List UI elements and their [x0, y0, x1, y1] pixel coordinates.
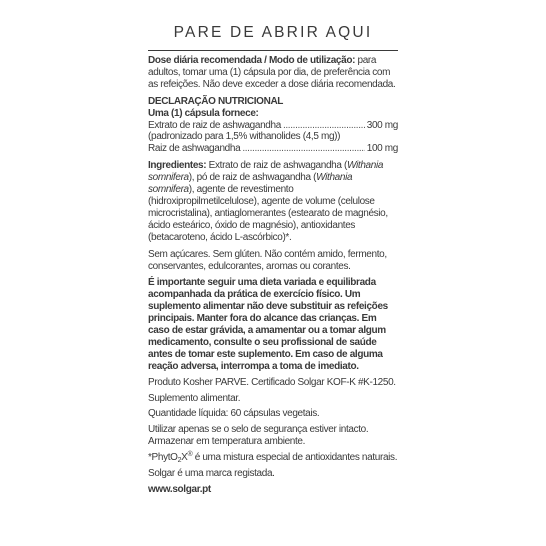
free-from-paragraph: Sem açúcares. Sem glúten. Não contém amido, fermento, conservantes, edulcorantes, aromas ou corantes. — [148, 248, 387, 272]
quantity-text: Quantidade líquida: 60 cápsulas vegetais. — [148, 408, 320, 420]
ingredients-text: Extrato de raiz de ashwagandha ( — [206, 160, 348, 172]
trademark-text: Solgar é uma marca registada. — [148, 468, 275, 480]
nutrient-name: Raiz de ashwagandha — [148, 143, 241, 155]
dose-text: para adultos, tomar uma (1) cápsula por dia, de preferência com as refeições. Não deve exceder a dose diária recomendada. — [148, 55, 396, 90]
warning-paragraph: É importante seguir uma dieta variada e equilibrada acompanhada da prática de exercício físico. Um suplemento alimentar não deve substituir as refeições principais. Manter fora do alcance das crianças. Em caso de estar grávida, a amamentar ou a tomar algum medicamento, consulte o seu profissional de saúde antes de tomar este suplemento. Em caso de alguma reação adversa, interrompa a toma de imediato. — [148, 277, 388, 372]
dot-leader — [242, 143, 364, 155]
nutrient-quantity: 300 mg — [366, 119, 398, 131]
nutrition-heading: DECLARAÇÃO NUTRICIONAL — [148, 95, 284, 107]
phyt-text: *PhytO — [148, 452, 178, 464]
stop-opening-here-text: PARE DE ABRIR AQUI — [173, 24, 373, 41]
phyt-text: X — [181, 452, 188, 464]
phyt-text: é uma mistura especial de antioxidantes naturais. — [192, 452, 398, 464]
dose-paragraph — [148, 55, 398, 91]
nutrition-row — [148, 143, 398, 155]
supplement-text: Suplemento alimentar. — [148, 392, 241, 404]
website-url: www.solgar.pt — [148, 484, 211, 495]
ingredients-text: ), pó de raiz de ashwagandha ( — [188, 172, 317, 184]
seal-text: Utilizar apenas se o selo de segurança estiver intacto. — [148, 424, 369, 436]
nutrient-note: (padronizado para 1,5% withanolides (4,5 mg)) — [148, 131, 341, 143]
phyt-footnote — [148, 452, 398, 464]
ingredients-label: Ingredientes: — [148, 160, 207, 172]
product-label — [148, 20, 398, 496]
nutrition-subheading: Uma (1) cápsula fornece: — [148, 107, 259, 119]
latin-name: Withania somnifera — [148, 172, 353, 196]
latin-name: Withania somnifera — [148, 160, 384, 184]
nutrition-row — [148, 120, 398, 132]
nutrient-name: Extrato de raiz de ashwagandha — [148, 119, 281, 131]
nutrient-quantity: 100 mg — [366, 143, 398, 155]
ingredients-paragraph — [148, 160, 398, 243]
dose-label: Dose diária recomendada / Modo de utilização: — [148, 55, 356, 66]
top-divider — [148, 50, 398, 51]
storage-text: Armazenar em temperatura ambiente. — [148, 436, 306, 448]
dot-leader — [283, 120, 365, 132]
phyt-subscript: 2 — [177, 457, 182, 465]
ingredients-text: ), agente de revestimento (hidroxipropilmetilcelulose), agente de volume (celulose microcristalina), antiaglomerantes (estearato de magnésio, ácido esteárico, óxido de magnésio), antioxidantes (betacaroteno, ácido L-ascórbico)*. — [148, 184, 388, 243]
kosher-text: Produto Kosher PARVE. Certificado Solgar KOF-K #K-1250. — [148, 376, 396, 388]
registered-mark: ® — [187, 451, 193, 459]
